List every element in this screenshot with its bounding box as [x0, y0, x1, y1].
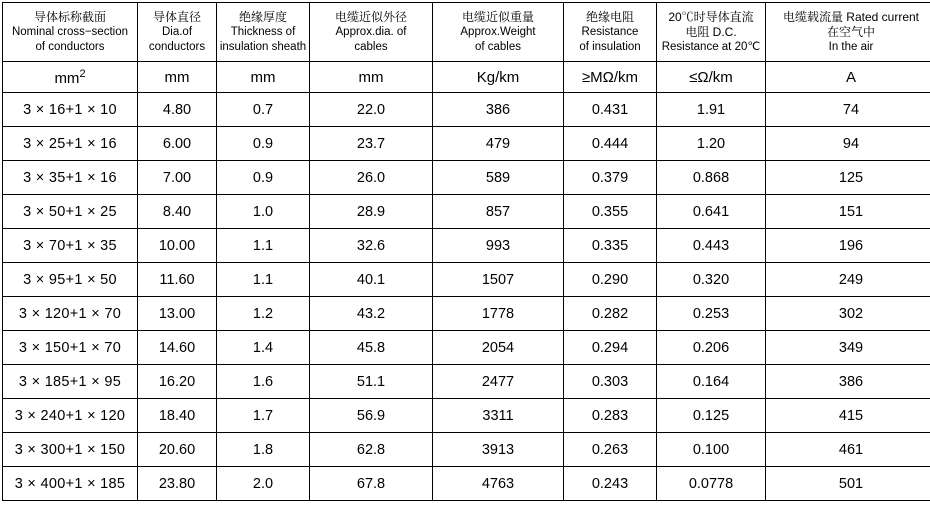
column-header-line: In the air	[766, 40, 930, 54]
column-header-line: Nominal cross−section	[3, 25, 137, 39]
cell-conductor-spec: 3 × 50+1 × 25	[3, 195, 138, 229]
column-header-line: Approx.Weight	[433, 25, 563, 39]
table-row	[3, 229, 930, 263]
table-row	[3, 399, 930, 433]
table-cell: 1.4	[217, 331, 310, 365]
table-row	[3, 331, 930, 365]
table-cell: 0.125	[657, 399, 766, 433]
table-cell: 479	[433, 127, 564, 161]
column-header-line: 电阻 D.C.	[657, 25, 765, 40]
table-row	[3, 263, 930, 297]
table-cell: 28.9	[310, 195, 433, 229]
column-unit-3: mm	[310, 62, 433, 93]
table-cell: 6.00	[138, 127, 217, 161]
table-cell: 0.294	[564, 331, 657, 365]
cell-conductor-spec: 3 × 120+1 × 70	[3, 297, 138, 331]
column-header-4	[433, 3, 564, 62]
column-header-line: Thickness of	[217, 25, 309, 39]
table-cell: 62.8	[310, 433, 433, 467]
column-unit-4: Kg/km	[433, 62, 564, 93]
cell-conductor-spec: 3 × 300+1 × 150	[3, 433, 138, 467]
column-unit-2: mm	[217, 62, 310, 93]
table-cell: 0.355	[564, 195, 657, 229]
table-cell: 16.20	[138, 365, 217, 399]
column-unit-6: ≤Ω/km	[657, 62, 766, 93]
table-cell: 32.6	[310, 229, 433, 263]
table-cell: 4.80	[138, 93, 217, 127]
column-header-line: Dia.of	[138, 25, 216, 39]
column-header-line: 20℃时导体直流	[657, 10, 765, 25]
table-cell: 1778	[433, 297, 564, 331]
table-row	[3, 161, 930, 195]
table-cell: 0.335	[564, 229, 657, 263]
table-cell: 1.91	[657, 93, 766, 127]
table-cell: 151	[766, 195, 930, 229]
table-cell: 0.164	[657, 365, 766, 399]
table-cell: 1.8	[217, 433, 310, 467]
cell-conductor-spec: 3 × 35+1 × 16	[3, 161, 138, 195]
column-unit-7: A	[766, 62, 930, 93]
table-cell: 3311	[433, 399, 564, 433]
cell-conductor-spec: 3 × 400+1 × 185	[3, 467, 138, 501]
column-header-5	[564, 3, 657, 62]
column-header-line: Approx.dia. of	[310, 25, 432, 39]
table-cell: 0.253	[657, 297, 766, 331]
table-cell: 461	[766, 433, 930, 467]
cell-conductor-spec: 3 × 185+1 × 95	[3, 365, 138, 399]
table-header	[3, 3, 930, 93]
table-cell: 67.8	[310, 467, 433, 501]
table-cell: 26.0	[310, 161, 433, 195]
column-header-line: Resistance	[564, 25, 656, 39]
column-header-line: 电缆近似外径	[310, 10, 432, 25]
table-row	[3, 93, 930, 127]
table-cell: 13.00	[138, 297, 217, 331]
table-cell: 857	[433, 195, 564, 229]
table-cell: 2054	[433, 331, 564, 365]
table-cell: 20.60	[138, 433, 217, 467]
table-cell: 11.60	[138, 263, 217, 297]
column-header-line: 导体直径	[138, 10, 216, 25]
column-header-line: 绝缘电阻	[564, 10, 656, 25]
table-cell: 1.20	[657, 127, 766, 161]
table-cell: 0.0778	[657, 467, 766, 501]
table-cell: 2477	[433, 365, 564, 399]
table-cell: 1.1	[217, 263, 310, 297]
table-cell: 1.2	[217, 297, 310, 331]
column-unit-0	[3, 62, 138, 93]
table-row	[3, 195, 930, 229]
column-header-line: of cables	[433, 40, 563, 54]
column-header-line: insulation sheath	[217, 40, 309, 54]
table-cell: 1.1	[217, 229, 310, 263]
table-cell: 56.9	[310, 399, 433, 433]
table-cell: 1507	[433, 263, 564, 297]
table-cell: 0.9	[217, 127, 310, 161]
column-header-line: 导体标称截面	[3, 10, 137, 25]
table-cell: 0.100	[657, 433, 766, 467]
table-cell: 8.40	[138, 195, 217, 229]
table-cell: 415	[766, 399, 930, 433]
table-cell: 349	[766, 331, 930, 365]
cell-conductor-spec: 3 × 70+1 × 35	[3, 229, 138, 263]
table-cell: 0.868	[657, 161, 766, 195]
column-unit-5: ≥MΩ/km	[564, 62, 657, 93]
column-header-line: of insulation	[564, 40, 656, 54]
table-cell: 0.206	[657, 331, 766, 365]
table-cell: 0.431	[564, 93, 657, 127]
table-cell: 23.7	[310, 127, 433, 161]
table-cell: 94	[766, 127, 930, 161]
table-cell: 0.9	[217, 161, 310, 195]
column-header-line: 电缆载流量 Rated current	[766, 10, 930, 25]
table-cell: 18.40	[138, 399, 217, 433]
table-cell: 386	[433, 93, 564, 127]
table-cell: 43.2	[310, 297, 433, 331]
column-header-line: 在空气中	[766, 25, 930, 40]
column-header-line: 绝缘厚度	[217, 10, 309, 25]
table-cell: 4763	[433, 467, 564, 501]
table-cell: 23.80	[138, 467, 217, 501]
table-cell: 22.0	[310, 93, 433, 127]
table-cell: 0.303	[564, 365, 657, 399]
table-cell: 0.243	[564, 467, 657, 501]
column-header-line: of conductors	[3, 40, 137, 54]
table-row	[3, 433, 930, 467]
cell-conductor-spec: 3 × 150+1 × 70	[3, 331, 138, 365]
table-cell: 3913	[433, 433, 564, 467]
table-cell: 0.379	[564, 161, 657, 195]
column-header-0	[3, 3, 138, 62]
header-row	[3, 3, 930, 62]
table-cell: 589	[433, 161, 564, 195]
table-cell: 0.283	[564, 399, 657, 433]
table-cell: 1.7	[217, 399, 310, 433]
units-row	[3, 62, 930, 93]
table-cell: 10.00	[138, 229, 217, 263]
table-cell: 1.6	[217, 365, 310, 399]
cable-specification-table	[2, 2, 930, 501]
table-cell: 993	[433, 229, 564, 263]
table-cell: 7.00	[138, 161, 217, 195]
column-header-line: conductors	[138, 40, 216, 54]
table-cell: 14.60	[138, 331, 217, 365]
table-cell: 0.263	[564, 433, 657, 467]
table-cell: 2.0	[217, 467, 310, 501]
table-cell: 45.8	[310, 331, 433, 365]
cell-conductor-spec: 3 × 240+1 × 120	[3, 399, 138, 433]
table-row	[3, 297, 930, 331]
table-row	[3, 365, 930, 399]
cell-conductor-spec: 3 × 16+1 × 10	[3, 93, 138, 127]
column-unit-1: mm	[138, 62, 217, 93]
column-header-2	[217, 3, 310, 62]
column-header-line: cables	[310, 40, 432, 54]
column-header-3	[310, 3, 433, 62]
table-row	[3, 467, 930, 501]
column-header-line: Resistance at 20℃	[657, 40, 765, 54]
unit-text: mm	[54, 70, 79, 87]
table-cell: 302	[766, 297, 930, 331]
table-cell: 125	[766, 161, 930, 195]
table-cell: 0.320	[657, 263, 766, 297]
table-cell: 1.0	[217, 195, 310, 229]
table-cell: 0.7	[217, 93, 310, 127]
table-cell: 74	[766, 93, 930, 127]
table-cell: 0.641	[657, 195, 766, 229]
column-header-6	[657, 3, 766, 62]
table-cell: 0.444	[564, 127, 657, 161]
table-cell: 51.1	[310, 365, 433, 399]
table-cell: 249	[766, 263, 930, 297]
table-cell: 386	[766, 365, 930, 399]
column-header-line: 电缆近似重量	[433, 10, 563, 25]
table-cell: 501	[766, 467, 930, 501]
column-header-1	[138, 3, 217, 62]
column-header-7	[766, 3, 930, 62]
table-body	[3, 93, 930, 501]
unit-superscript: 2	[79, 68, 85, 80]
table-cell: 0.290	[564, 263, 657, 297]
table-cell: 196	[766, 229, 930, 263]
table-cell: 40.1	[310, 263, 433, 297]
cell-conductor-spec: 3 × 95+1 × 50	[3, 263, 138, 297]
table-cell: 0.282	[564, 297, 657, 331]
cell-conductor-spec: 3 × 25+1 × 16	[3, 127, 138, 161]
table-cell: 0.443	[657, 229, 766, 263]
table-row	[3, 127, 930, 161]
